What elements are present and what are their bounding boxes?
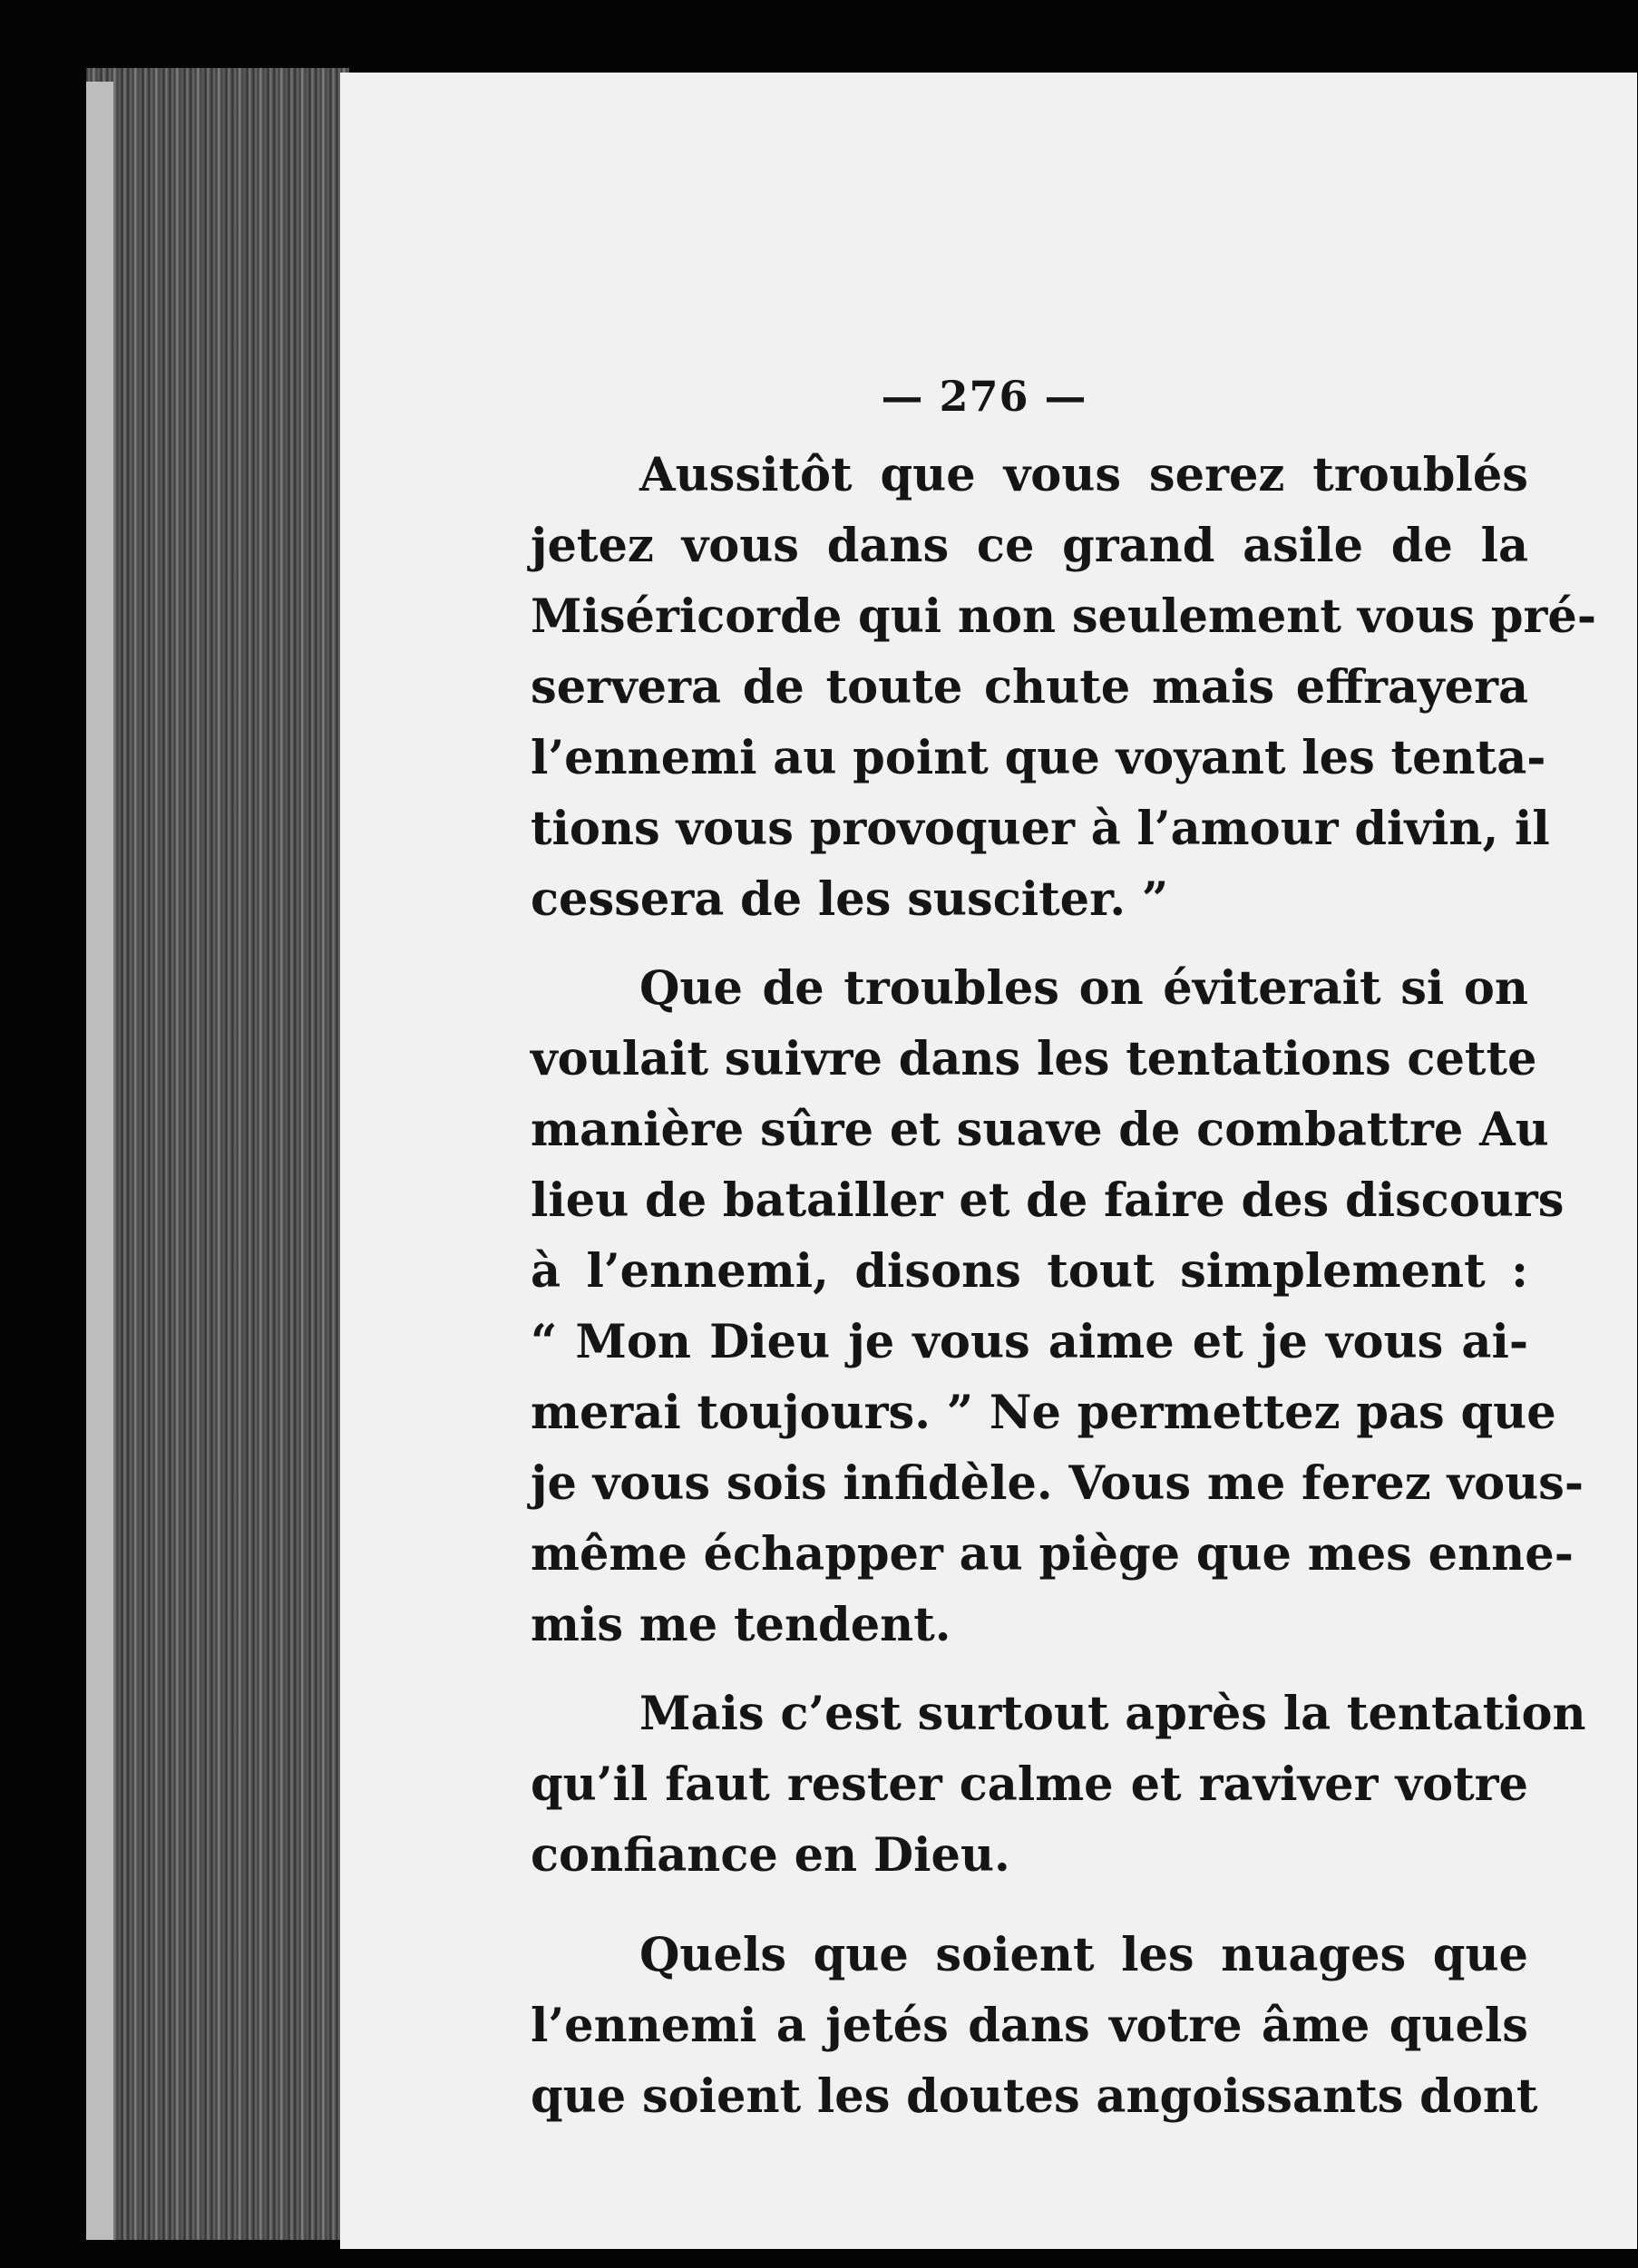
text-line: confiance en Dieu. [531, 1828, 1010, 1883]
paragraph-1 [531, 440, 1597, 935]
text-line: cessera de les susciter. ” [531, 872, 1169, 927]
book-page [340, 73, 1637, 2249]
text-line: Miséricorde qui non seulement vous pré- [531, 589, 1597, 644]
paragraph-2 [531, 953, 1584, 1660]
book-page-edges [86, 68, 349, 2240]
page-text [531, 440, 1597, 2150]
paragraph-4 [531, 1920, 1538, 2132]
text-line: l’ennemi a jetés dans votre âme quels [531, 1999, 1528, 2053]
text-line: mis me tendent. [531, 1598, 951, 1652]
text-line: Mais c’est surtout après la tentation [639, 1687, 1586, 1741]
text-line: jetez vous dans ce grand asile de la [531, 519, 1528, 573]
text-line: Aussitôt que vous serez troublés [639, 448, 1528, 502]
text-line: que soient les doutes angoissants dont [531, 2069, 1538, 2124]
text-line: merai toujours. ” Ne permettez pas que [531, 1386, 1556, 1440]
paragraph-3 [531, 1679, 1586, 1891]
text-line: l’ennemi au point que voyant les tenta- [531, 731, 1546, 785]
text-line: Que de troubles on éviterait si on [639, 961, 1528, 1016]
text-line: je vous sois infidèle. Vous me ferez vous- [531, 1456, 1584, 1511]
text-line: voulait suivre dans les tentations cette [531, 1032, 1537, 1086]
text-line: qu’il faut rester calme et raviver votre [531, 1757, 1528, 1812]
text-line: servera de toute chute mais effrayera [531, 660, 1528, 715]
text-line: lieu de batailler et de faire des discours [531, 1173, 1565, 1228]
text-line: manière sûre et suave de combattre Au [531, 1103, 1549, 1157]
text-line: même échapper au piège que mes enne- [531, 1527, 1574, 1582]
text-line: tions vous provoquer à l’amour divin, il [531, 802, 1550, 856]
text-line: à l’ennemi, disons tout simplement : [531, 1244, 1528, 1299]
text-line: “ Mon Dieu je vous aime et je vous ai- [531, 1315, 1528, 1369]
text-line: Quels que soient les nuages que [639, 1928, 1528, 1982]
book-cover-edge [86, 82, 113, 2240]
page-number: — 276 — [881, 372, 1087, 421]
